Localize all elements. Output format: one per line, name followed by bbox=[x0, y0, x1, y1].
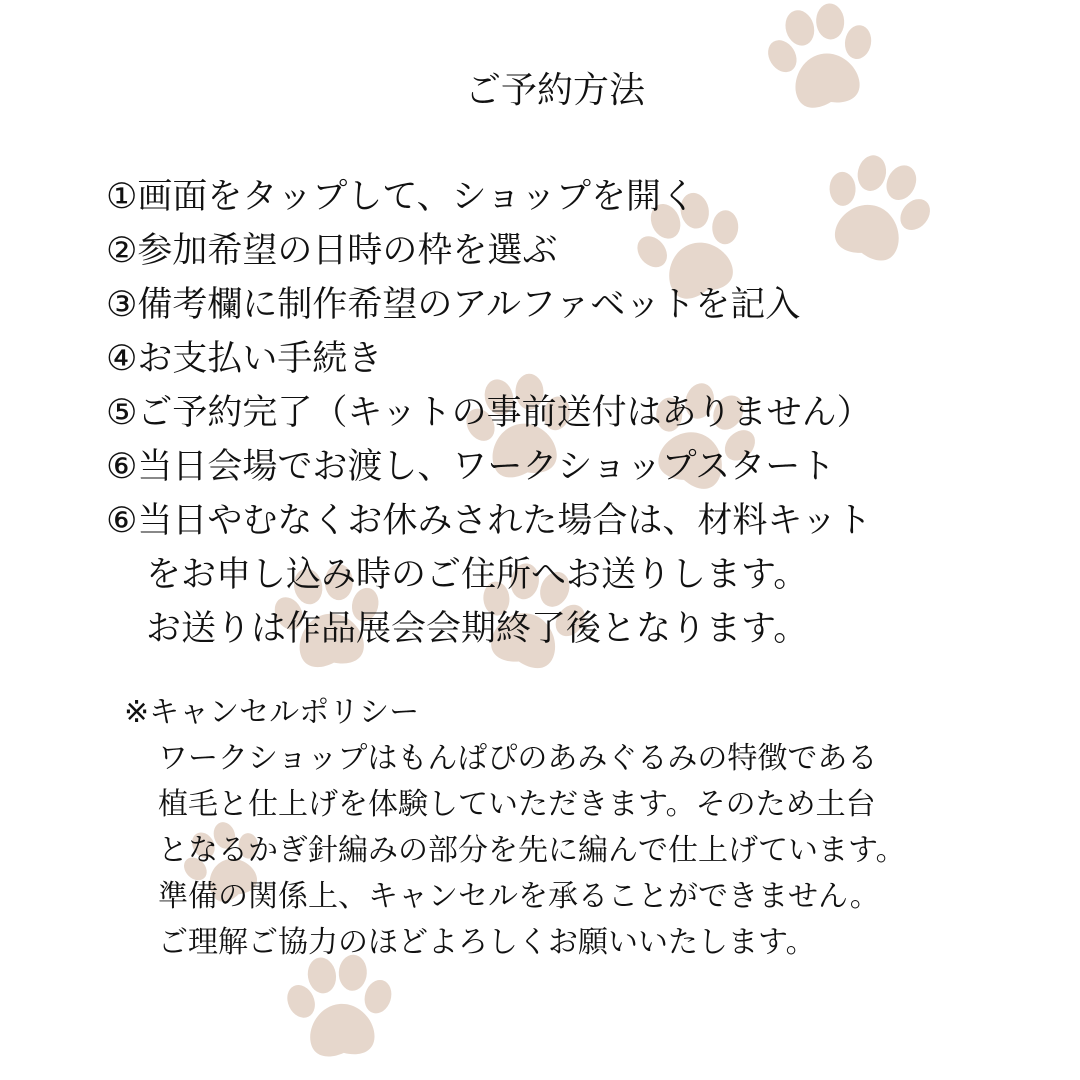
step-6: ⑥当日会場でお渡し、ワークショップスタート bbox=[106, 447, 836, 487]
step-4: ④お支払い手続き bbox=[106, 339, 383, 379]
cancellation-policy bbox=[124, 690, 906, 966]
policy-line: となるかぎ針編みの部分を先に編んで仕上げています。 bbox=[158, 833, 906, 868]
step-6-absence-continued: をお申し込み時のご住所へお送りします。 bbox=[146, 555, 809, 595]
policy-line: ご理解ご協力のほどよろしくお願いいたします。 bbox=[158, 925, 816, 960]
step-6-absence: ⑥当日やむなくお休みされた場合は、材料キット bbox=[106, 501, 872, 541]
policy-line: 準備の関係上、キャンセルを承ることができません。 bbox=[158, 879, 880, 914]
policy-line: 植毛と仕上げを体験していただきます。そのため土台 bbox=[158, 787, 876, 822]
step-2: ②参加希望の日時の枠を選ぶ bbox=[106, 231, 558, 271]
reservation-steps bbox=[106, 170, 872, 656]
policy-text bbox=[124, 736, 906, 966]
step-6-absence-note: お送りは作品展会会期終了後となります。 bbox=[146, 609, 809, 649]
policy-heading: ※キャンセルポリシー bbox=[124, 695, 420, 730]
step-5: ⑤ご予約完了（キットの事前送付はありません） bbox=[106, 393, 872, 433]
policy-line: ワークショップはもんぱぴのあみぐるみの特徴である bbox=[158, 741, 878, 776]
page-title: ご予約方法 bbox=[464, 70, 645, 111]
step-3: ③備考欄に制作希望のアルファベットを記入 bbox=[106, 285, 801, 325]
step-1: ①画面をタップして、ショップを開く bbox=[106, 177, 696, 217]
